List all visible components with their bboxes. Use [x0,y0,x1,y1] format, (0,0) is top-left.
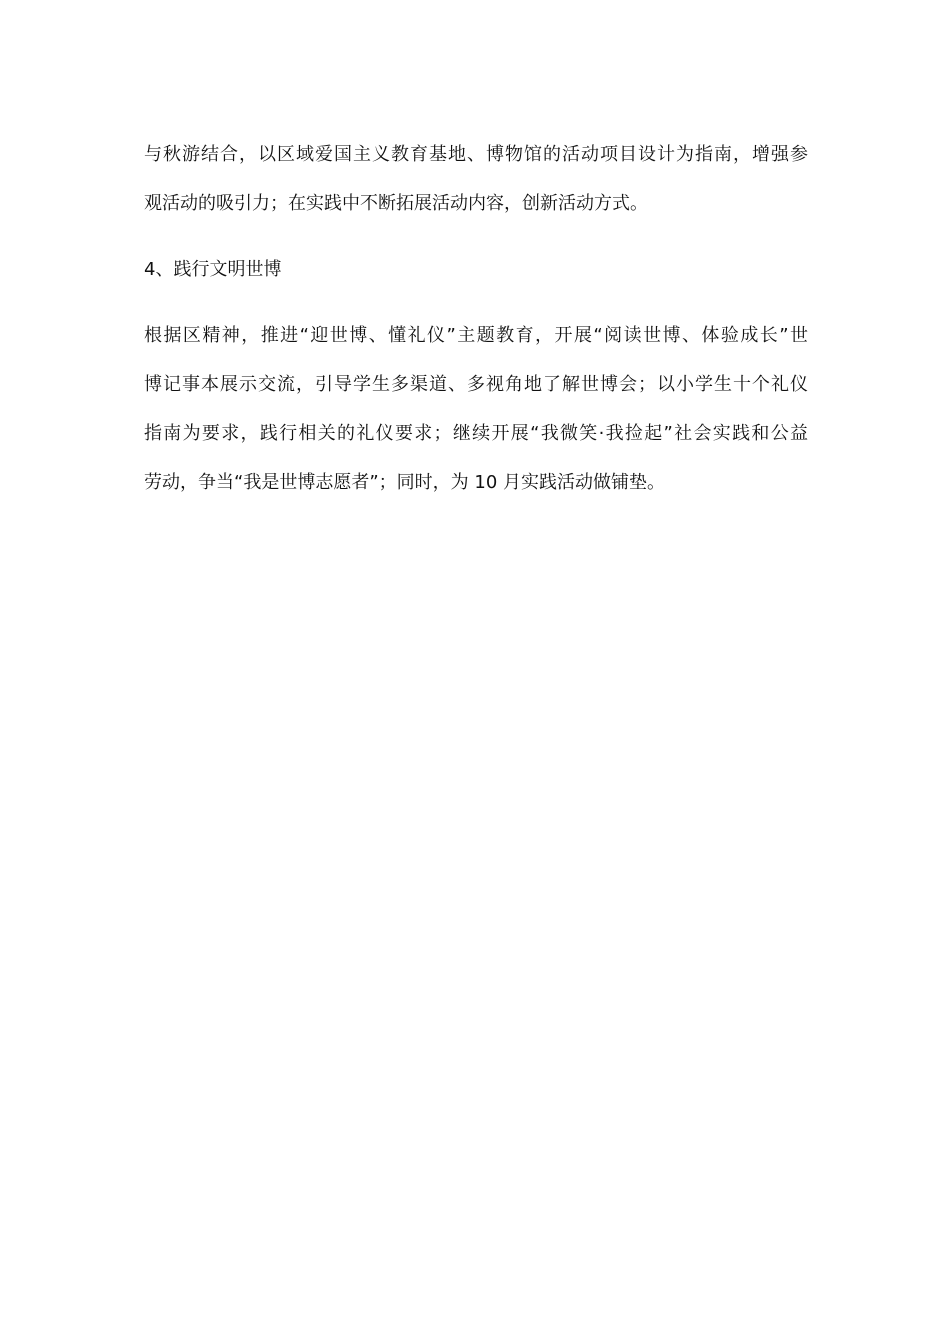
paragraph-line: 博记事本展示交流，引导学生多渠道、多视角地了解世博会；以小学生十个礼仪 [144,374,808,395]
paragraph-line: 指南为要求，践行相关的礼仪要求；继续开展“我微笑·我捡起”社会实践和公益 [144,423,808,444]
section-heading: 4、践行文明世博 [144,259,282,280]
paragraph-line: 劳动，争当“我是世博志愿者”；同时，为 10 月实践活动做铺垫。 [144,472,665,493]
document-body [144,130,808,507]
paragraph-line: 根据区精神，推进“迎世博、懂礼仪”主题教育，开展“阅读世博、体验成长”世 [144,325,808,346]
paragraph-expo-etiquette [144,311,808,507]
paragraph-line: 观活动的吸引力；在实践中不断拓展活动内容，创新活动方式。 [144,193,648,214]
paragraph-autumn-trip [144,130,808,228]
paragraph-line: 与秋游结合，以区域爱国主义教育基地、博物馆的活动项目设计为指南，增强参 [144,144,808,165]
